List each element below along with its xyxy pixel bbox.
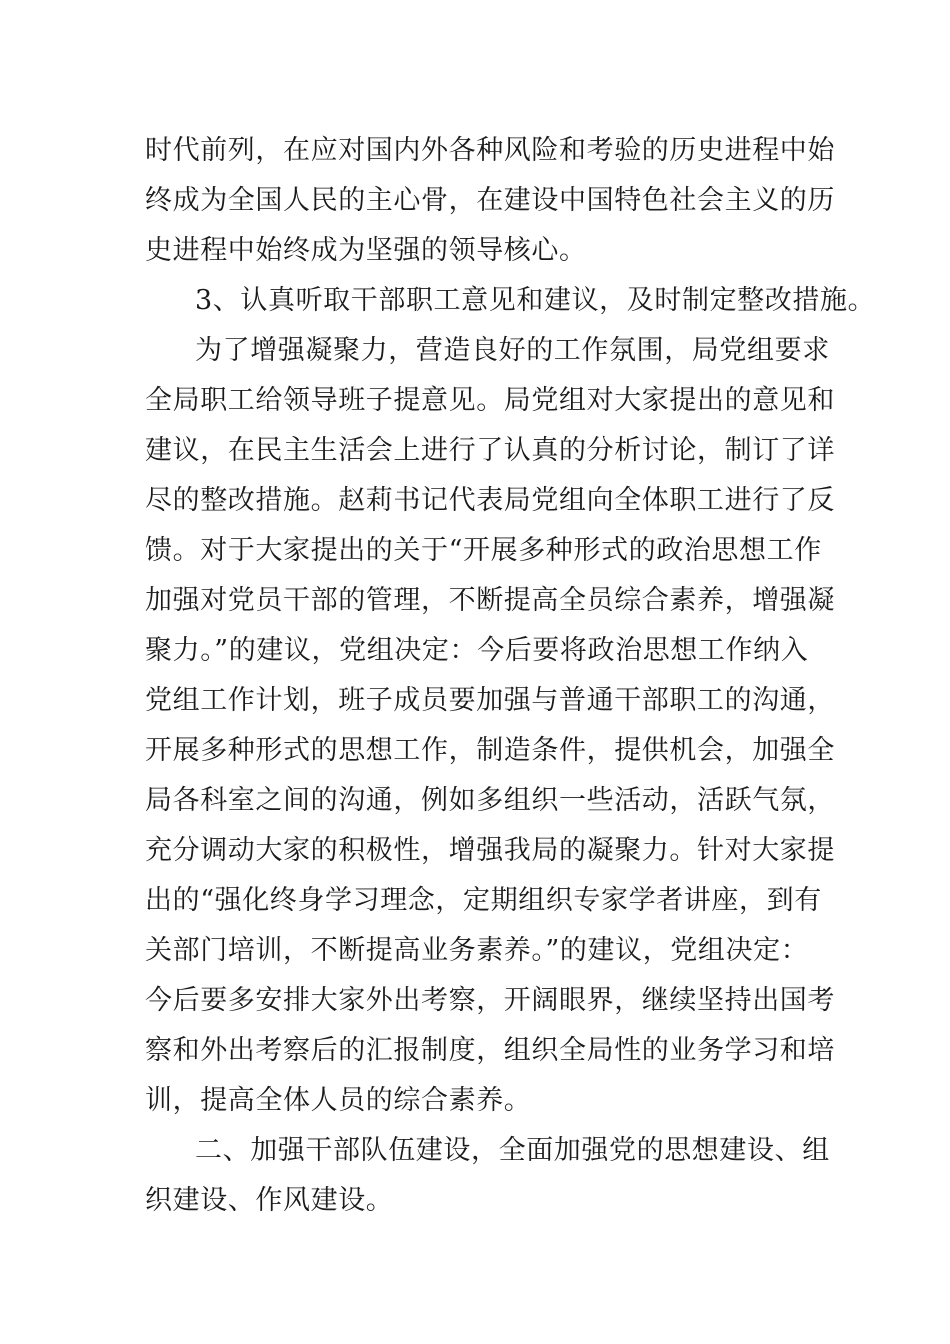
text-line: 织建设、作风建设。 [145, 1185, 394, 1216]
text-line: 关部门培训，不断提高业务素养。”的建议，党组决定： [145, 935, 809, 966]
text-line: 馈。对于大家提出的关于“开展多种形式的政治思想工作 [145, 535, 822, 566]
section-heading: 二、加强干部队伍建设，全面加强党的思想建设、组 [195, 1135, 830, 1166]
text-line: 充分调动大家的积极性，增强我局的凝聚力。针对大家提 [145, 835, 835, 866]
text-line: 党组工作计划，班子成员要加强与普通干部职工的沟通， [145, 685, 835, 716]
text-line: 察和外出考察后的汇报制度，组织全局性的业务学习和培 [145, 1035, 835, 1066]
text-line: 尽的整改措施。赵莉书记代表局党组向全体职工进行了反 [145, 485, 835, 516]
text-line: 局各科室之间的沟通，例如多组织一些活动，活跃气氛， [145, 785, 835, 816]
text-line: 时代前列，在应对国内外各种风险和考验的历史进程中始 [145, 135, 835, 166]
text-line: 史进程中始终成为坚强的领导核心。 [145, 235, 587, 266]
text-line: 今后要多安排大家外出考察，开阔眼界，继续坚持出国考 [145, 985, 835, 1016]
text-line: 加强对党员干部的管理，不断提高全员综合素养，增强凝 [145, 585, 835, 616]
text-line: 终成为全国人民的主心骨，在建设中国特色社会主义的历 [145, 185, 835, 216]
section-heading: 3、认真听取干部职工意见和建议，及时制定整改措施。 [195, 285, 876, 316]
text-line: 开展多种形式的思想工作，制造条件，提供机会，加强全 [145, 735, 835, 766]
text-line: 建议，在民主生活会上进行了认真的分析讨论，制订了详 [145, 435, 835, 466]
text-line: 全局职工给领导班子提意见。局党组对大家提出的意见和 [145, 385, 835, 416]
text-line: 训，提高全体人员的综合素养。 [145, 1085, 532, 1116]
paragraph-start: 为了增强凝聚力，营造良好的工作氛围，局党组要求 [195, 335, 830, 366]
text-line: 出的“强化终身学习理念，定期组织专家学者讲座，到有 [145, 885, 822, 916]
text-line: 聚力。”的建议，党组决定：今后要将政治思想工作纳入 [145, 635, 809, 666]
